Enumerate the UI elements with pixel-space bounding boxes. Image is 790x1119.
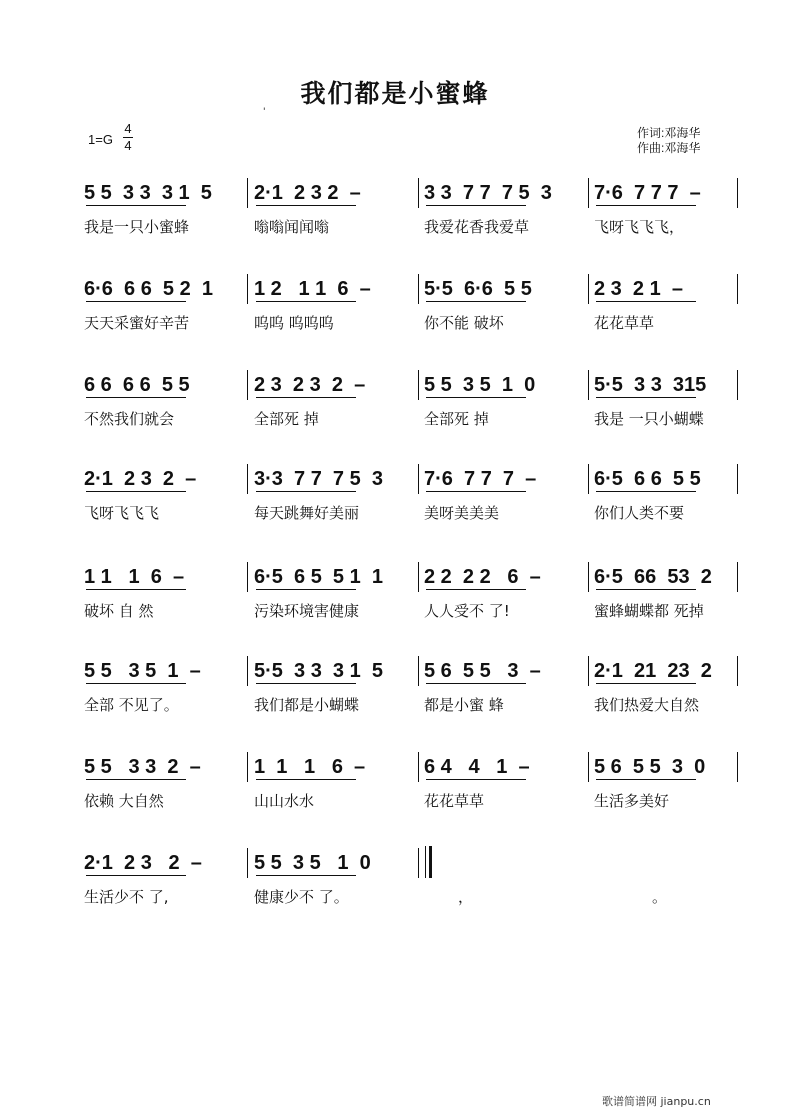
lyric-line: 我爱花香我爱草 — [424, 218, 530, 236]
bar-line — [247, 370, 248, 400]
lyric-line: 呜呜 呜呜呜 — [254, 314, 334, 332]
measure-notes: 3·3 7 7 7 5 3 — [254, 468, 383, 490]
beam-line — [596, 491, 696, 492]
measure-notes: 2·1 21 23 2 — [594, 660, 712, 682]
lyric-line: 美呀美美美 — [424, 504, 500, 522]
bar-line — [737, 370, 738, 400]
measure-notes: 5·5 6·6 5 5 — [424, 278, 532, 300]
lyric-line: 我们热爱大自然 — [594, 696, 700, 714]
bar-line — [247, 562, 248, 592]
lyric-line: 我是一只小蜜蜂 — [84, 218, 190, 236]
lyric-line: 花花草草 — [594, 314, 655, 332]
beam-line — [256, 875, 356, 876]
measure-notes: 6·6 6 6 5 2 1 — [84, 278, 213, 300]
measure-notes: 1 1 1 6 – — [254, 756, 366, 778]
lyric-line: 花花草草 — [424, 792, 485, 810]
bar-line — [418, 562, 419, 592]
beam-line — [426, 205, 526, 206]
lyric-line: 污染环境害健康 — [254, 602, 360, 620]
lyric-line: 蜜蜂蝴蝶都 死掉 — [594, 602, 704, 620]
measure-notes: 2·1 2 3 2 – — [84, 468, 197, 490]
measure-notes: 7·6 7 7 7 – — [424, 468, 537, 490]
lyric-line: 每天跳舞好美丽 — [254, 504, 360, 522]
bar-line — [737, 178, 738, 208]
bar-line — [588, 752, 589, 782]
beam-line — [256, 397, 356, 398]
lyric-line: 全部死 掉 — [254, 410, 319, 428]
beam-line — [596, 589, 696, 590]
measure-notes: 6 4 4 1 – — [424, 756, 530, 778]
measure-notes: 2·1 2 3 2 – — [84, 852, 202, 874]
beam-line — [86, 205, 186, 206]
measure-notes: 5 5 3 5 1 0 — [254, 852, 371, 874]
beam-line — [596, 779, 696, 780]
measure-notes: 5 5 3 5 1 – — [84, 660, 201, 682]
measure-notes: 1 2 1 1 6 – — [254, 278, 371, 300]
beam-line — [596, 683, 696, 684]
bar-line — [588, 464, 589, 494]
time-signature-bottom: 4 — [124, 138, 132, 153]
lyric-line: 你们人类不要 — [594, 504, 685, 522]
lyric-line: 都是小蜜 蜂 — [424, 696, 504, 714]
lyricist: 作词:邓海华 — [637, 126, 701, 140]
lyric-line: 人人受不 了! — [424, 602, 510, 620]
beam-line — [86, 875, 186, 876]
bar-line — [418, 656, 419, 686]
bar-line — [418, 370, 419, 400]
lyric-line: 飞呀飞飞飞， — [594, 218, 685, 236]
beam-line — [426, 491, 526, 492]
lyric-line: 破坏 自 然 — [84, 602, 154, 620]
song-title: 我们都是小蜜蜂 — [300, 79, 490, 108]
bar-line — [247, 178, 248, 208]
lyric-line: 我们都是小蝴蝶 — [254, 696, 360, 714]
bar-line — [418, 848, 419, 878]
beam-line — [256, 491, 356, 492]
beam-line — [86, 779, 186, 780]
lyric-line: 山山水水 — [254, 792, 315, 810]
measure-notes: 6·5 6 5 5 1 1 — [254, 566, 383, 588]
measure-notes: 5 6 5 5 3 – — [424, 660, 541, 682]
beam-line — [86, 397, 186, 398]
lyric-line: 生活少不 了, — [84, 888, 169, 906]
beam-line — [256, 779, 356, 780]
lyric-line: 嗡嗡闻闻嗡 — [254, 218, 330, 236]
lyric-line: 我是 一只小蝴蝶 — [594, 410, 704, 428]
measure-notes: 5 5 3 5 1 0 — [424, 374, 536, 396]
measure-notes: 2 3 2 1 – — [594, 278, 683, 300]
bar-line — [737, 562, 738, 592]
bar-line — [737, 656, 738, 686]
composer: 作曲:邓海华 — [637, 141, 701, 155]
lyric-line: 全部死 掉 — [424, 410, 489, 428]
lyric-line: 天天采蜜好辛苦 — [84, 314, 190, 332]
bar-line — [588, 562, 589, 592]
beam-line — [426, 683, 526, 684]
measure-notes: 5·5 3 3 3 1 5 — [254, 660, 383, 682]
measure-notes: 6·5 6 6 5 5 — [594, 468, 701, 490]
measure-notes: 6·5 66 53 2 — [594, 566, 712, 588]
beam-line — [256, 301, 356, 302]
watermark: 歌谱简谱网 jianpu.cn — [602, 1095, 711, 1108]
measure-notes: 5 5 3 3 3 1 5 — [84, 182, 212, 204]
bar-line — [588, 274, 589, 304]
lyric-line: 飞呀飞飞飞 — [84, 504, 160, 522]
measure-notes: 5·5 3 3 315 — [594, 374, 707, 396]
beam-line — [86, 491, 186, 492]
bar-line — [418, 464, 419, 494]
lyric-line: 健康少不 了。 — [254, 888, 349, 906]
bar-line — [247, 274, 248, 304]
credits — [637, 126, 700, 156]
bar-line — [588, 656, 589, 686]
bar-line — [588, 370, 589, 400]
time-signature — [123, 121, 133, 154]
beam-line — [596, 301, 696, 302]
lyric-line: 不然我们就会 — [84, 410, 175, 428]
bar-line — [247, 752, 248, 782]
beam-line — [596, 397, 696, 398]
lyric-line: 依赖 大自然 — [84, 792, 164, 810]
bar-line — [418, 274, 419, 304]
lyric-line: 生活多美好 — [594, 792, 670, 810]
measure-notes: 5 5 3 3 2 – — [84, 756, 201, 778]
beam-line — [86, 589, 186, 590]
lyric-line: 你不能 破坏 — [424, 314, 504, 332]
measure-notes: 2·1 2 3 2 – — [254, 182, 361, 204]
lyric-line: 全部 不见了。 — [84, 696, 179, 714]
beam-line — [426, 301, 526, 302]
beam-line — [426, 589, 526, 590]
beam-line — [86, 683, 186, 684]
lyric-line: ， — [458, 888, 474, 906]
bar-line — [247, 464, 248, 494]
measure-notes: 2 2 2 2 6 – — [424, 566, 541, 588]
beam-line — [256, 683, 356, 684]
measure-notes: 3 3 7 7 7 5 3 — [424, 182, 552, 204]
bar-line — [418, 178, 419, 208]
time-signature-top: 4 — [124, 121, 132, 136]
final-bar-line — [429, 846, 432, 878]
lyric-line: 。 — [652, 888, 668, 906]
bar-line — [418, 752, 419, 782]
measure-notes: 7·6 7 7 7 – — [594, 182, 701, 204]
beam-line — [86, 301, 186, 302]
measure-notes: 5 6 5 5 3 0 — [594, 756, 706, 778]
bar-line — [247, 848, 248, 878]
final-bar-thin — [425, 846, 426, 878]
beam-line — [256, 589, 356, 590]
bar-line — [737, 464, 738, 494]
bar-line — [247, 656, 248, 686]
beam-line — [426, 779, 526, 780]
bar-line — [588, 178, 589, 208]
measure-notes: 6 6 6 6 5 5 — [84, 374, 190, 396]
beam-line — [256, 205, 356, 206]
key-signature: 1=G — [88, 132, 113, 147]
measure-notes: 1 1 1 6 – — [84, 566, 185, 588]
beam-line — [426, 397, 526, 398]
bar-line — [737, 274, 738, 304]
bar-line — [737, 752, 738, 782]
measure-notes: 2 3 2 3 2 – — [254, 374, 366, 396]
tick-mark: ' — [263, 107, 266, 117]
beam-line — [596, 205, 696, 206]
